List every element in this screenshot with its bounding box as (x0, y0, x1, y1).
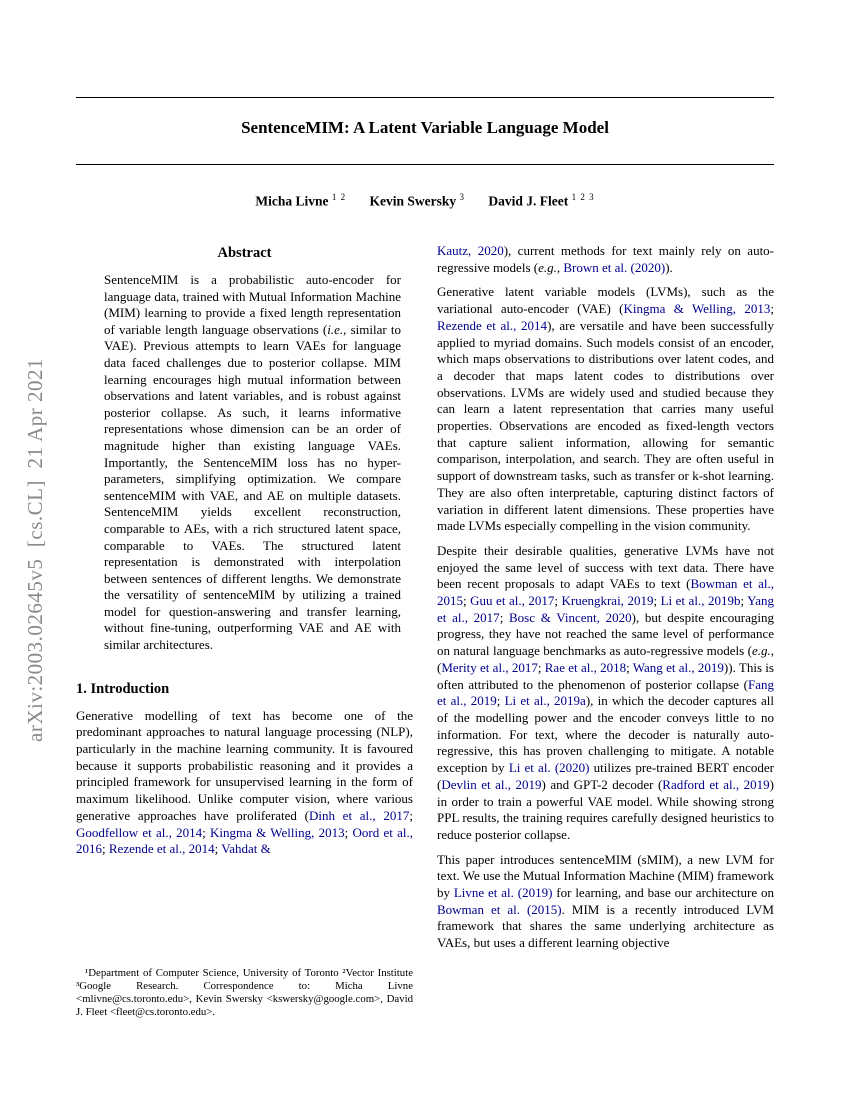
text-segment: ; (496, 693, 505, 709)
author-affiliation-sup: 3 (459, 192, 465, 202)
text-segment: ; (102, 841, 109, 857)
text-segment: SentenceMIM is a probabilistic auto-encoder for language data, trained with Mutual Information Machine (MIM) learning to provide a fixed length representation of variable length language observations ( (104, 272, 401, 337)
body-paragraph (437, 243, 774, 276)
header-rule-bottom (76, 164, 774, 165)
body-paragraph (437, 852, 774, 952)
citation-link[interactable]: Kingma & Welling, 2013 (210, 824, 345, 840)
text-segment: ; (499, 609, 510, 625)
citation-link[interactable]: Kautz, 2020 (437, 243, 504, 258)
italic-text: i.e. (327, 321, 344, 337)
author-name: David J. Fleet (488, 193, 569, 209)
text-segment: ) in order to train a powerful VAE model. While showing strong PPL results, the training requires carefully designed heuristics to reduce posterior collapse. (437, 776, 774, 842)
text-segment: for learning, and base our architecture on (552, 885, 774, 901)
author-affiliation-sup: 1 2 (331, 192, 347, 202)
body-paragraph (437, 284, 774, 535)
citation-link[interactable]: Devlin et al., 2019 (441, 776, 542, 792)
author-name: Micha Livne (255, 193, 329, 209)
text-segment: , ( (437, 643, 774, 675)
text-segment: This paper introduces sentenceMIM (sMIM), a new LVM for text. We use the Mutual Information Machine (MIM) framework by (437, 851, 774, 901)
text-segment: , (556, 259, 564, 275)
text-segment: Despite their desirable qualities, generative LVMs have not enjoyed the same level of success with text data. There have been recent proposals to adapt VAEs to text ( (437, 542, 774, 592)
citation-link[interactable]: Yang et al., 2017 (437, 593, 774, 625)
text-segment: ; (626, 659, 633, 675)
citation-link[interactable]: Kingma & Welling, 2013 (623, 301, 771, 317)
text-segment: )). This is often attributed to the phenomenon of posterior collapse ( (437, 659, 774, 692)
header-rule-top (76, 97, 774, 98)
abstract-paragraph (104, 272, 401, 654)
text-segment: ) and GPT-2 decoder ( (541, 776, 663, 792)
text-segment: . MIM is a recently introduced LVM framework that shares the same underlying architecture as VAEs, but uses a different learning objective (437, 901, 774, 951)
text-segment: ; (554, 593, 562, 609)
citation-link[interactable]: Rae et al., 2018 (544, 659, 627, 675)
citation-link[interactable]: Wang et al., 2019 (632, 659, 724, 675)
citation-link[interactable]: Li et al. (2020) (508, 760, 590, 776)
text-segment: ; (740, 593, 748, 609)
text-segment: ; (463, 593, 471, 609)
citation-link[interactable]: Vahdat & (221, 841, 271, 857)
citation-link[interactable]: Dinh et al., 2017 (308, 807, 410, 823)
text-segment: ). (665, 259, 673, 275)
authors-line (76, 192, 774, 210)
italic-text: e.g. (751, 643, 771, 659)
text-segment: ), in which the decoder captures all of the modelling power and the encoder conveys little to no information. For text, where the decoder is naturally auto-regressive, this has proven challenging to mitigate. A notable exception by (437, 693, 774, 776)
text-segment: Generative latent variable models (LVMs), such as the variational auto-encoder (VAE) ( (437, 284, 774, 317)
text-segment: ; (537, 659, 545, 675)
citation-link[interactable]: Goodfellow et al., 2014 (76, 824, 203, 840)
text-segment: ; (770, 301, 774, 317)
text-segment: ; (653, 593, 661, 609)
author-1 (255, 192, 346, 210)
citation-link[interactable]: Li et al., 2019a (504, 693, 586, 709)
left-column (76, 243, 413, 1019)
intro-paragraph (76, 708, 413, 858)
citation-link[interactable]: Livne et al. (2019) (453, 885, 553, 901)
citation-link[interactable]: Merity et al., 2017 (441, 659, 538, 675)
citation-link[interactable]: Radford et al., 2019 (662, 776, 770, 792)
citation-link[interactable]: Fang et al., 2019 (437, 676, 774, 709)
section-heading-introduction: 1. Introduction (76, 680, 170, 697)
text-segment: ; (202, 824, 211, 840)
author-2 (369, 192, 465, 210)
arxiv-watermark: arXiv:2003.02645v5 [cs.CL] 21 Apr 2021 (23, 358, 47, 742)
paper-title: SentenceMIM: A Latent Variable Language Model (241, 118, 609, 137)
text-segment: , similar to VAE). Previous attempts to learn VAEs for language data faced challenges due to posterior collapse. MIM learning encourages high mutual information between observations and latent variables, and is robust against posterior collapse. As such, it learns informative representations whose dimension can be an order of magnitude higher than existing language VAEs. Importantly, the SentenceMIM loss has no hyper-parameters, simplifying optimization. We compare sentenceMIM with VAE, and AE on multiple datasets. SentenceMIM yields excellent reconstruction, comparable to AEs, with a rich structured latent space, comparable to VAEs. The structured latent representation is demonstrated with interpolation between sentences of different lengths. We demonstrate the versatility of sentenceMIM by utilizing a trained model for question-answering and transfer learning, without fine-tuning, outperforming VAE and AE with similar architectures. (104, 321, 402, 653)
text-segment: ), are versatile and have been successfully applied to myriad domains. Such models consist of an encoder, which maps observations to distributions over latent codes, and a decoder that maps latent codes to distributions over observations. LVMs are widely used and studied because they can learn a latent representation that carries many useful properties. Observations are encoded as fixed-length vectors that capture salient information, allowing for semantic comparison, interpolation, and search. They are often useful in support of downstream tasks, such as transfer or k-shot learning. They are also often interpretable, capturing distinct factors of variation in different latent dimensions. These properties have made LVMs especially compelling in the vision community. (437, 317, 774, 534)
author-3 (488, 192, 594, 210)
citation-link[interactable]: Bowman et al. (2015) (437, 901, 562, 917)
citation-link[interactable]: Li et al., 2019b (660, 593, 741, 609)
text-segment: ), but despite encouraging progress, they have not reached the same level of performance on natural language benchmarks as auto-regressive models ( (437, 609, 774, 659)
affiliation-footnote: ¹Department of Computer Science, University of Toronto ²Vector Institute ³Google Research. Correspondence to: Micha Livne <mlivne@cs.toronto.edu>, Kevin Swersky <kswersky@google.com>, David J. Fleet <fleet@cs.toronto.edu>. (76, 967, 413, 1018)
citation-link[interactable]: Brown et al. (2020) (563, 259, 666, 275)
text-segment: ; (344, 824, 353, 840)
text-segment: Generative modelling of text has become one of the predominant approaches to natural language processing (NLP), particularly in the machine learning community. It is favoured because it supports probabilistic reasoning and it provides a principled framework for unsupervised learning in the form of maximum likelihood. Unlike computer vision, where various generative approaches have proliferated ( (76, 707, 413, 823)
abstract-heading: Abstract (217, 245, 272, 261)
italic-text: e.g. (538, 259, 557, 275)
text-segment: ; (214, 841, 222, 857)
text-segment: ; (409, 807, 414, 823)
citation-link[interactable]: Kruengkrai, 2019 (561, 593, 654, 609)
text-segment: utilizes pre-trained BERT encoder ( (437, 760, 774, 792)
citation-link[interactable]: Rezende et al., 2014 (108, 841, 215, 857)
citation-link[interactable]: Bowman et al., 2015 (437, 576, 774, 609)
text-segment: ), current methods for text mainly rely on auto-regressive models ( (437, 243, 774, 275)
citation-link[interactable]: Oord et al., 2016 (76, 824, 413, 857)
author-affiliation-sup: 1 2 3 (571, 192, 595, 202)
author-name: Kevin Swersky (369, 193, 457, 209)
right-column (437, 243, 774, 1019)
citation-link[interactable]: Guu et al., 2017 (470, 593, 555, 609)
body-paragraph (437, 543, 774, 844)
citation-link[interactable]: Bosc & Vincent, 2020 (509, 609, 632, 625)
two-column-body (76, 243, 774, 1019)
citation-link[interactable]: Rezende et al., 2014 (437, 317, 548, 333)
